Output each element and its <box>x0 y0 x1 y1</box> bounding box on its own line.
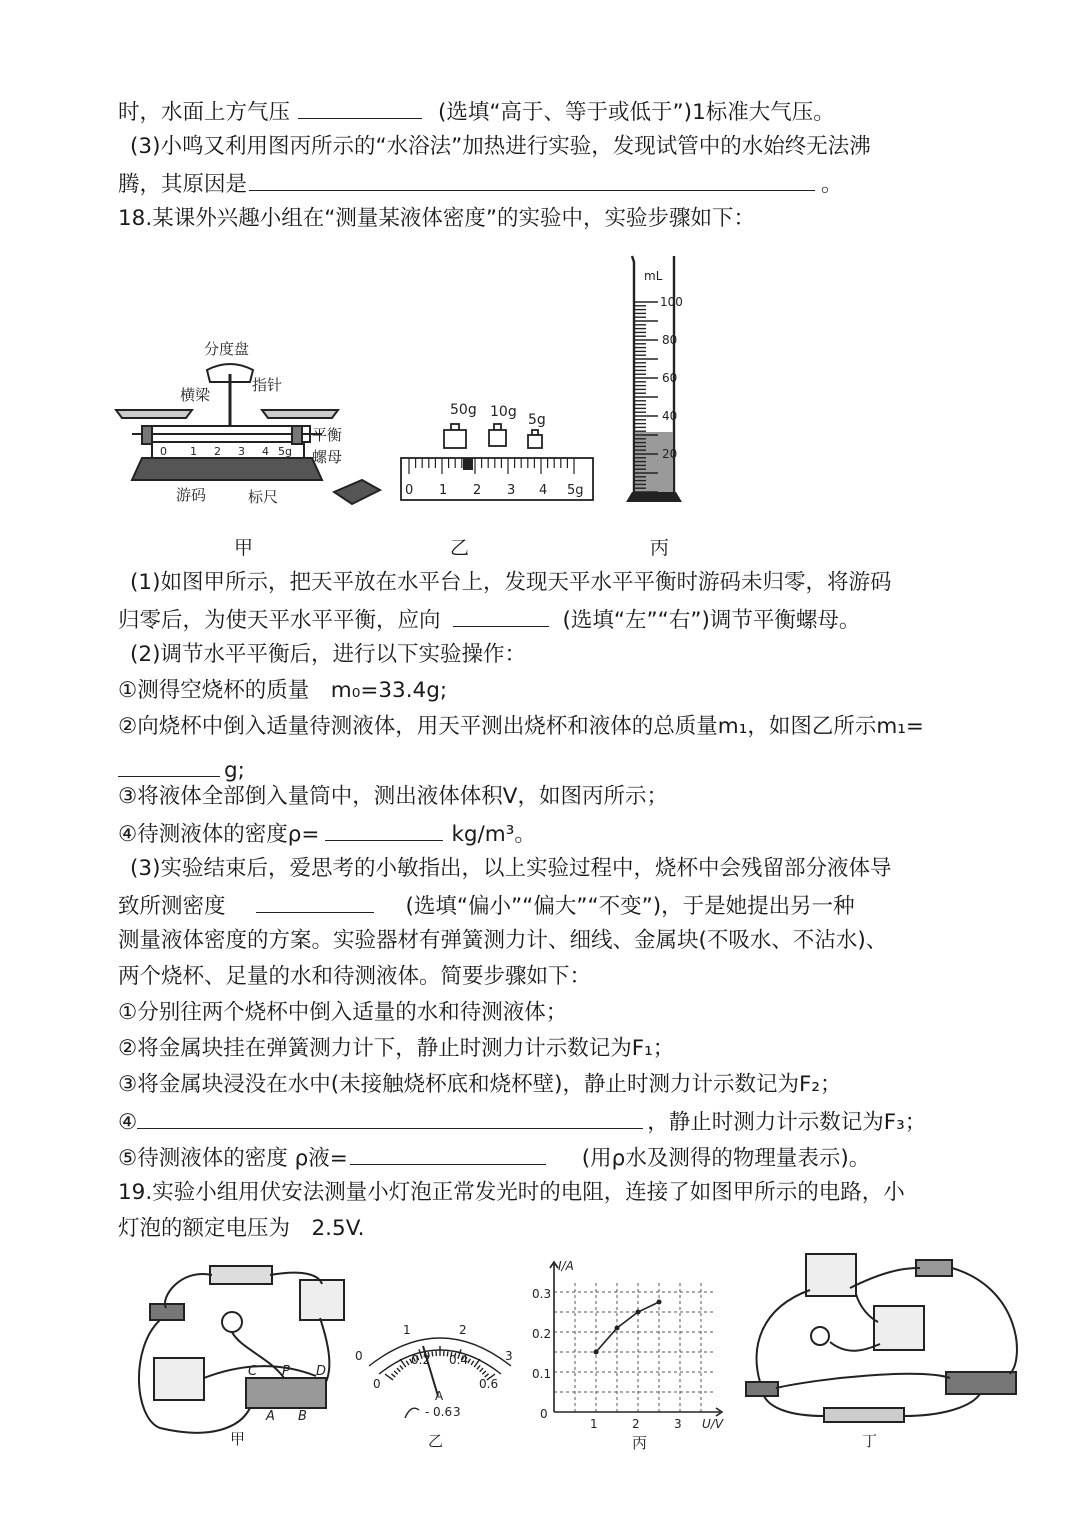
line1-start: 时，水面上方气压 <box>118 100 291 125</box>
cylinder-mark-100: 100 <box>660 295 683 309</box>
dial-tick-mark <box>477 1365 480 1369</box>
graph-y-tick-0.2: 0.2 <box>532 1327 552 1341</box>
method2-step-4-num: ④ <box>118 1110 138 1135</box>
circuit-letter-c: C <box>248 1364 258 1379</box>
graph-x-tick-2: 2 <box>632 1417 640 1431</box>
circuit-letter-d: D <box>316 1364 327 1379</box>
q18-part3-line3: 测量液体密度的方案。实验器材有弹簧测力计、细线、金属块(不吸水、不沾水)、 <box>118 928 888 953</box>
dial-tick-mark <box>400 1365 403 1369</box>
method2-step-5-end: (用ρ水及测得的物理量表示)。 <box>581 1146 871 1171</box>
dial-top-1: 1 <box>403 1323 411 1337</box>
answer-blank-formula[interactable] <box>350 1142 546 1165</box>
balance-tick-0: 0 <box>160 445 167 458</box>
circuit-figure-d <box>740 1248 1030 1438</box>
circuit-figure-a <box>120 1258 350 1443</box>
weight-label-10g: 10g <box>490 404 517 420</box>
graph-data-point <box>657 1300 662 1305</box>
circuit-letter-a: A <box>266 1409 275 1424</box>
answer-blank-pressure[interactable] <box>298 96 422 119</box>
caption-19-a: 甲 <box>230 1430 246 1448</box>
dial-tick-mark <box>391 1374 395 1377</box>
dial-tick-mark <box>432 1351 433 1356</box>
step-3: ③将液体全部倒入量筒中，测出液体体积V，如图丙所示； <box>118 784 668 809</box>
graph-data-point <box>594 1350 599 1355</box>
question-18-title: 18.某课外兴趣小组在“测量某液体密度”的实验中，实验步骤如下： <box>118 206 755 231</box>
balance-tick-1: 1 <box>190 445 197 458</box>
weights-figure <box>395 398 600 508</box>
dial-top-3: 3 <box>505 1349 513 1363</box>
answer-blank-error[interactable] <box>256 890 374 913</box>
weight-label-50g: 50g <box>450 402 477 418</box>
step-2: ②向烧杯中倒入适量待测液体，用天平测出烧杯和液体的总质量m₁，如图乙所示m₁= <box>118 714 924 739</box>
part3-line2-start: 致所测密度 <box>118 894 226 919</box>
rider-tick-5: 5g <box>567 483 584 498</box>
graph-y-tick-0.1: 0.1 <box>532 1367 552 1381</box>
method2-step-4 <box>118 1106 926 1138</box>
graph-series-line <box>596 1302 659 1352</box>
graph-axis-y-label: I/A <box>558 1259 574 1273</box>
graph-axis-x-label: U/V <box>702 1417 724 1431</box>
graph-y-tick-0: 0 <box>540 1407 548 1421</box>
cylinder-mark-80: 80 <box>662 333 678 347</box>
label-rider: 游码 <box>176 486 207 504</box>
rider-tick-4: 4 <box>539 483 548 498</box>
q18-part3-line1: (3)实验结束后，爱思考的小敏指出，以上实验过程中，烧杯中会残留部分液体导 <box>130 856 892 881</box>
graph-y-tick-0.3: 0.3 <box>532 1287 552 1301</box>
cylinder-figure <box>620 252 710 508</box>
circuit-letter-b: B <box>298 1409 307 1424</box>
rider-tick-0: 0 <box>405 483 414 498</box>
label-pointer: 指针 <box>252 376 283 394</box>
text-line-3 <box>118 168 843 200</box>
balance-figure <box>112 330 402 520</box>
dial-tick-mark <box>394 1371 398 1374</box>
text-line-1 <box>118 96 835 128</box>
cylinder-mark-40: 40 <box>662 409 678 423</box>
rider-tick-2: 2 <box>473 483 482 498</box>
graph-x-tick-3: 3 <box>674 1417 682 1431</box>
method2-step-2: ②将金属块挂在弹簧测力计下，静止时测力计示数记为F₁； <box>118 1036 675 1061</box>
cylinder-mark-20: 20 <box>662 447 678 461</box>
method2-step-5 <box>118 1142 870 1174</box>
dial-tick-mark <box>471 1361 474 1365</box>
answer-blank-step4[interactable] <box>137 1106 643 1129</box>
graph-x-tick-1: 1 <box>590 1417 598 1431</box>
terminal-3: 3 <box>453 1405 461 1419</box>
answer-blank-m1[interactable] <box>118 754 220 777</box>
part3-line2-end: (选填“偏小”“偏大”“不变”)，于是她提出另一种 <box>405 894 855 919</box>
caption-18-c: 丙 <box>650 537 670 559</box>
graph-data-point <box>615 1326 620 1331</box>
rider-tick-1: 1 <box>439 483 448 498</box>
q18-part1-line1: (1)如图甲所示，把天平放在水平台上，发现天平水平平衡时游码未归零，将游码 <box>130 570 892 595</box>
terminal-0.6: 0.6 <box>433 1405 453 1419</box>
text-line-2: (3)小鸣又利用图丙所示的“水浴法”加热进行实验，发现试管中的水始终无法沸 <box>130 134 871 159</box>
answer-blank-density[interactable] <box>325 818 443 841</box>
dial-bottom-0.4: 0.4 <box>449 1353 469 1367</box>
balance-tick-3: 3 <box>238 445 245 458</box>
caption-19-d: 丁 <box>862 1432 878 1450</box>
method2-step-5-start: ⑤待测液体的密度 ρ液= <box>118 1146 348 1171</box>
dial-tick-mark <box>480 1368 483 1372</box>
step-1: ①测得空烧杯的质量 m₀=33.4g; <box>118 678 448 703</box>
dial-tick-mark <box>468 1359 470 1363</box>
method2-step-3: ③将金属块浸没在水中(未接触烧杯底和烧杯壁)，静止时测力计示数记为F₂； <box>118 1072 842 1097</box>
question-19-line1: 19.实验小组用伏安法测量小灯泡正常发光时的电阻，连接了如图甲所示的电路，小 <box>118 1180 905 1205</box>
dial-bottom-0.6: 0.6 <box>479 1377 499 1391</box>
method2-step-4-end: ，静止时测力计示数记为F₃； <box>647 1110 927 1135</box>
terminal-minus: - <box>425 1405 430 1419</box>
question-19-line2: 灯泡的额定电压为 2.5V. <box>118 1216 365 1241</box>
caption-18-b: 乙 <box>450 537 470 559</box>
terminal-a-label: A <box>435 1389 444 1403</box>
answer-blank-direction[interactable] <box>453 604 549 627</box>
line1-end: (选填“高于、等于或低于”)1标准大气压。 <box>438 100 835 125</box>
step-4 <box>118 818 536 850</box>
rider-tick-3: 3 <box>507 483 516 498</box>
line3-end: 。 <box>821 172 843 197</box>
balance-tick-2: 2 <box>214 445 221 458</box>
balance-tick-5: 5g <box>278 445 292 458</box>
dial-bottom-0.2: 0.2 <box>411 1353 431 1367</box>
step-2-unit: g; <box>224 758 245 783</box>
cylinder-unit: mL <box>644 269 663 283</box>
step-4-start: ④待测液体的密度ρ= <box>118 822 320 847</box>
method2-step-1: ①分别往两个烧杯中倒入适量的水和待测液体； <box>118 1000 568 1025</box>
weight-label-5g: 5g <box>528 412 546 428</box>
line3-start: 腾，其原因是 <box>118 172 248 197</box>
circuit-letter-p: P <box>282 1364 290 1379</box>
q18-part2: (2)调节水平平衡后，进行以下实验操作： <box>130 642 526 667</box>
answer-blank-reason[interactable] <box>249 168 815 191</box>
ammeter-dial-figure <box>355 1318 525 1428</box>
label-dial: 分度盘 <box>204 340 250 358</box>
q18-part3-line4: 两个烧杯、足量的水和待测液体。简要步骤如下： <box>118 964 592 989</box>
cylinder-mark-60: 60 <box>662 371 678 385</box>
balance-tick-4: 4 <box>262 445 269 458</box>
dial-top-2: 2 <box>459 1323 467 1337</box>
dial-tick-mark <box>447 1351 448 1356</box>
part1-line2-end: (选填“左”“右”)调节平衡螺母。 <box>562 608 861 633</box>
dial-tick-mark <box>406 1361 409 1365</box>
iu-graph-figure <box>530 1258 730 1438</box>
caption-19-b: 乙 <box>428 1432 444 1450</box>
q18-part3-line2 <box>118 890 855 922</box>
dial-tick-mark <box>397 1368 400 1372</box>
label-nut-b: 螺母 <box>312 448 343 466</box>
dial-top-0: 0 <box>355 1349 363 1363</box>
caption-19-c: 丙 <box>632 1434 648 1452</box>
label-beam: 横梁 <box>180 386 211 404</box>
label-scale: 标尺 <box>248 488 279 506</box>
dial-bottom-0: 0 <box>373 1377 381 1391</box>
step-4-unit: kg/m³。 <box>451 822 536 847</box>
label-nut-a: 平衡 <box>312 426 343 444</box>
graph-data-point <box>636 1310 641 1315</box>
part1-line2-start: 归零后，为使天平水平平衡，应向 <box>118 608 441 633</box>
caption-18-a: 甲 <box>234 537 254 559</box>
q18-part1-line2 <box>118 604 860 636</box>
dial-tick-mark <box>482 1371 486 1374</box>
